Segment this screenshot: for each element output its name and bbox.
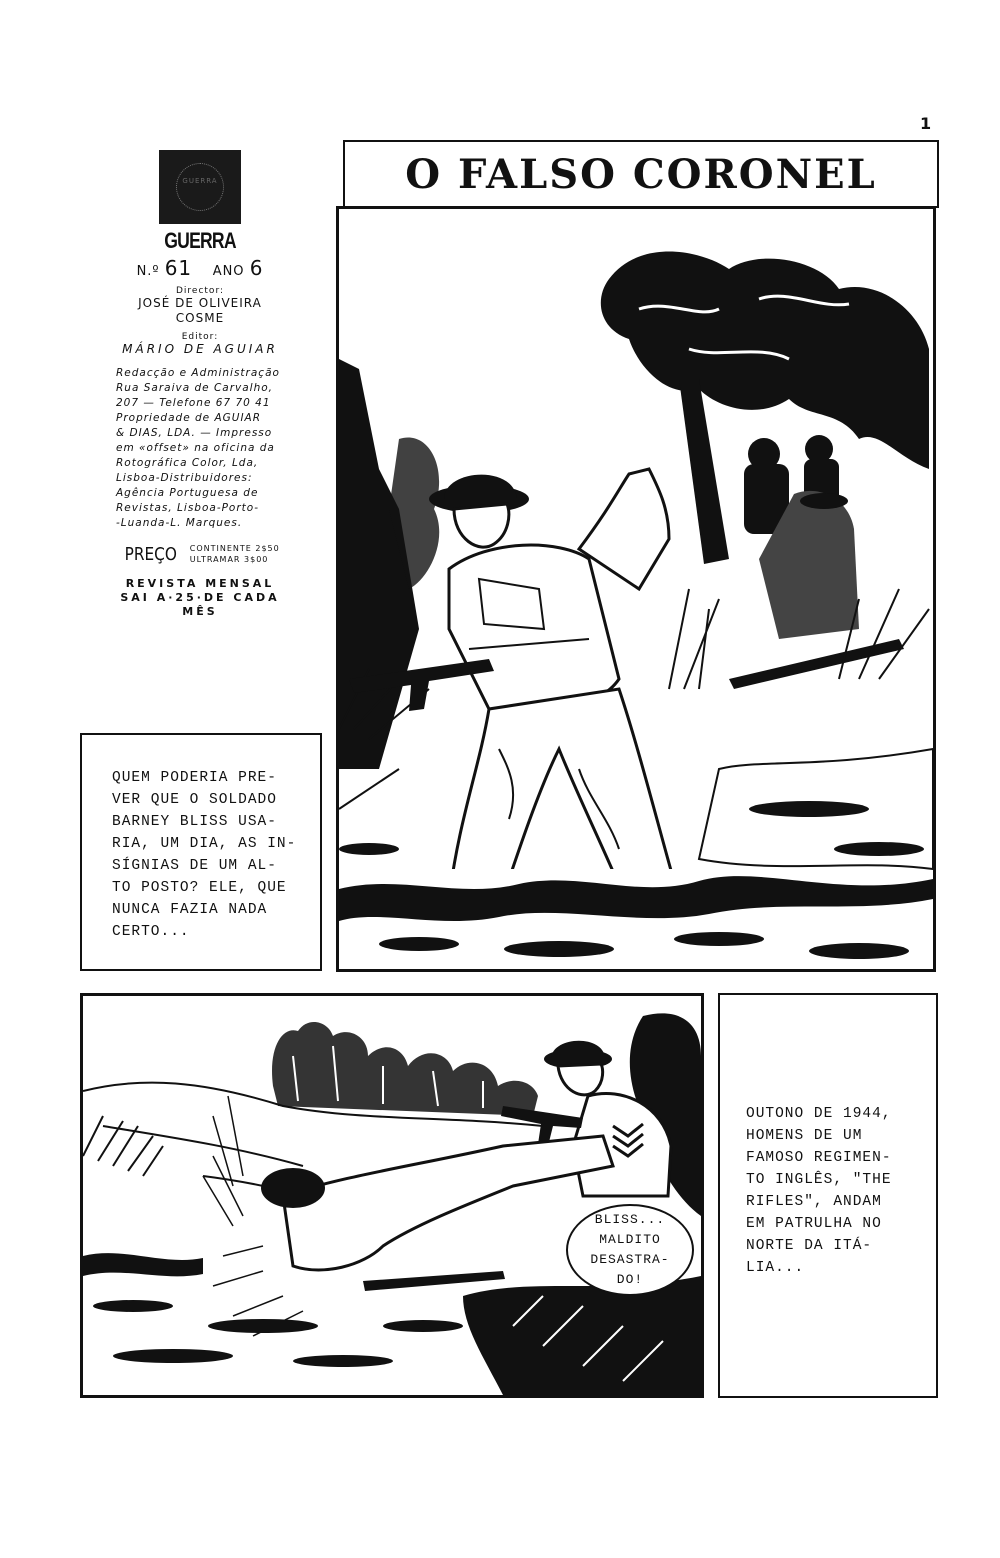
page-number: 1 [920,114,932,133]
imprint-line: Rotográfica Color, Lda, [116,457,259,469]
imprint-line: em «offset» na oficina da [116,442,275,454]
director-label: Director: [175,286,225,296]
caption-text-1: QUEM PODERIA PRE- VER QUE O SOLDADO BARNEY BLISS USA- RIA, UM DIA, AS IN- SÍGNIAS DE UM AL- TO POSTO? ELE, QUE NUNCA FAZIA NADA CERTO... [112,770,297,940]
issue-number: 61 [164,256,193,280]
caption-box-2 [718,993,938,1398]
soldier-fallen-drawing [83,996,701,1395]
frequency-line: REVISTA MENSAL [125,577,275,590]
speech-bubble [566,1204,694,1296]
panel-2-illustration [80,993,704,1398]
imprint-line: Redacção e Administração [116,367,280,379]
frequency-line: SAI A·25·DE CADA [120,591,280,604]
imprint-line: 207 — Telefone 67 70 41 [116,397,271,409]
director-name-1: JOSÉ DE OLIVEIRA [138,296,262,310]
imprint-line: Lisboa-Distribuidores: [116,472,253,484]
speech-bubble-text: BLISS... MALDITO DESASTRA- DO! [590,1212,670,1287]
year-label: ANO [212,264,245,279]
issue-label: N.º [136,264,160,279]
price-label: PREÇO [124,543,178,565]
imprint-line: & DIAS, LDA. — Impresso [116,427,273,439]
price-block [100,543,300,565]
caption-box-1 [80,733,322,971]
director-name-2: COSME [175,311,225,325]
imprint-line: -Luanda-L. Marques. [116,517,243,529]
imprint-text [100,366,300,531]
title-panel [343,140,939,208]
imprint-line: Rua Saraiva de Carvalho, [116,382,274,394]
panel-1-illustration [336,206,936,972]
publisher-logo [159,150,241,224]
editor-label: Editor: [181,332,219,342]
imprint-line: Revistas, Lisboa-Porto- [116,502,260,514]
issue-line [100,256,300,280]
year-number: 6 [249,256,264,280]
caption-text-2: OUTONO DE 1944, HOMENS DE UM FAMOSO REGIMEN- TO INGLÊS, "THE RIFLES", ANDAM EM PATRULHA NO NORTE DA ITÁ- LIA... [746,1106,892,1276]
editor-name: MÁRIO DE AGUIAR [122,342,278,356]
series-name: GUERRA [164,228,236,253]
masthead [100,150,300,619]
logo-text: GUERRA [182,177,218,185]
frequency-line: MÊS [182,605,218,618]
price-overseas: ULTRAMAR 3$00 [189,555,269,564]
story-title: O FALSO CORONEL [405,150,877,198]
soldiers-wading-drawing [339,209,933,969]
publication-frequency [100,577,300,619]
logo-ring-icon [176,163,224,211]
price-continent: CONTINENTE 2$50 [189,544,280,553]
imprint-line: Agência Portuguesa de [116,487,259,499]
imprint-line: Propriedade de AGUIAR [116,412,262,424]
